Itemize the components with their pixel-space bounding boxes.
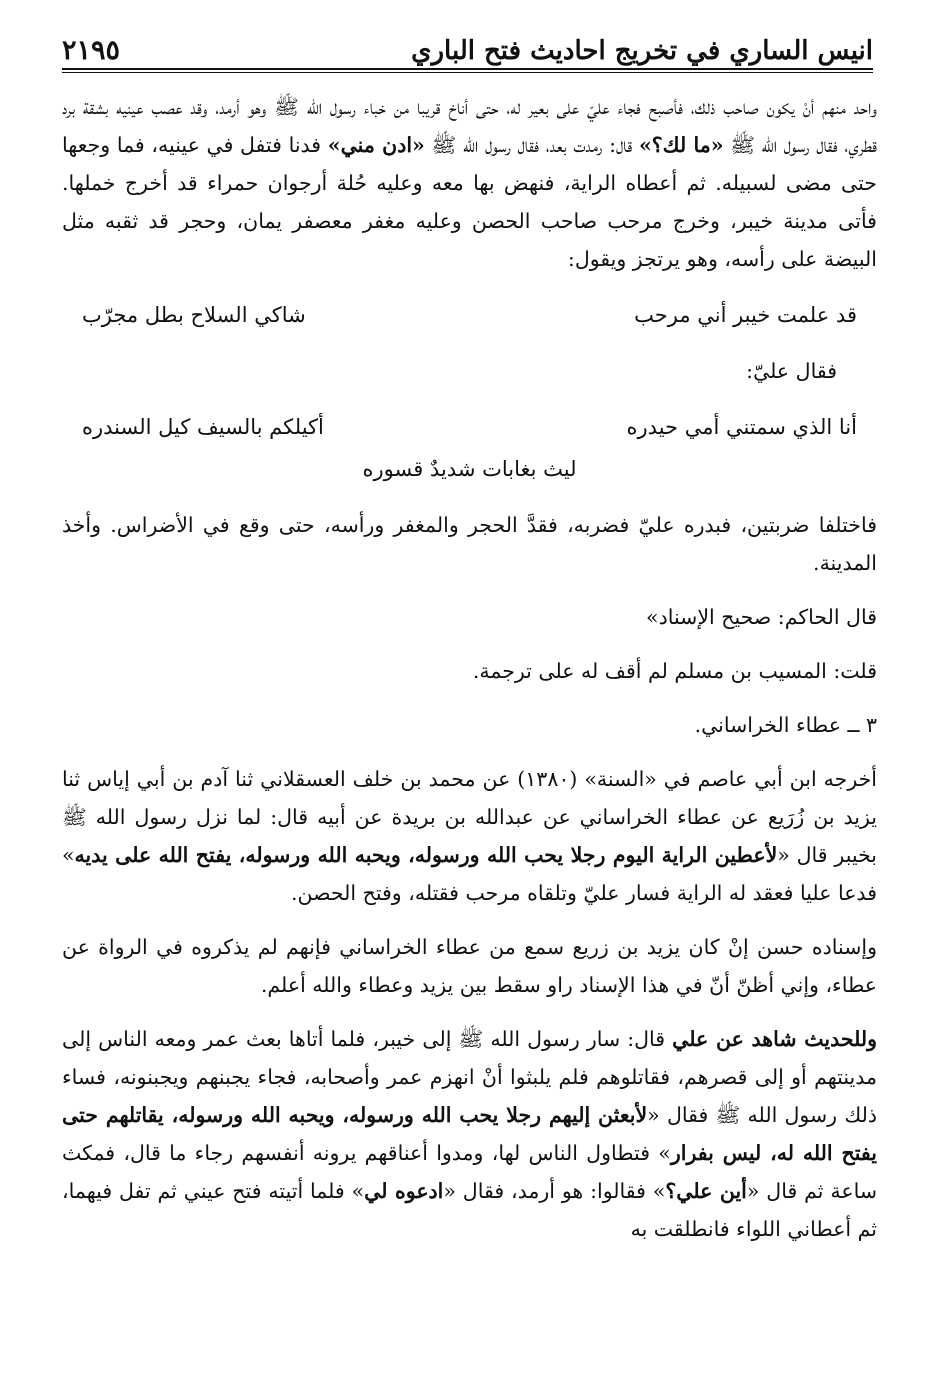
paragraph-duel: فاختلفا ضربتين، فبدره عليّ فضربه، فقدَّ الحجر والمغفر ورأسه، حتى وقع في الأضراس. وأخذ المدينة. bbox=[62, 513, 877, 575]
bold-quote: ادعوه لي bbox=[364, 1179, 444, 1203]
body-text bbox=[62, 88, 877, 1248]
ali-said-line: فقال عليّ: bbox=[746, 359, 837, 383]
page-number: ٢١٩٥ bbox=[62, 35, 121, 66]
paragraph-shahid: وللحديث شاهد عن علي قال: سار رسول الله ﷺ إلى خيبر، فلما أتاها بعث عمر ومعه الناس إلى مدينتهم أو إلى قصرهم، فقاتلوهم فلم يلبثوا أنْ انهزم عمر وأصحابه، فجاء يجبنهم ويجبنونه، فساء ذلك رسول الله ﷺ فقال «لأبعثن إليهم رجلا يحب الله ورسوله، ويحبه الله ورسوله، يقاتلهم حتى يفتح الله له، ليس بفرار» فتطاول الناس لها، ومدوا أعناقهم يرونه أنفسهم رجاء ما قال، فمكث ساعة ثم قال «أين علي؟» فقالوا: هو أرمد، فقال «ادعوه لي» فلما أتيته فتح عيني ثم تفل فيهما، ثم أعطاني اللواء فانطلقت به bbox=[62, 1027, 878, 1241]
poem-verse-marhab bbox=[62, 294, 877, 336]
bold-quote: أين علي؟ bbox=[665, 1179, 747, 1203]
paragraph-narration: واحد منهم أنْ يكون صاحب ذلك، فأصبح فجاء عليّ على بعير له، حتى أناخ قريبا من خباء رسول الله ﷺ وهو أرمد، وقد عصب عينيه بشقة برد قطري، فقال رسول الله ﷺ «ما لك؟» قال: رمدت بعد، فقال رسول الله ﷺ «ادن مني» فدنا فتفل في عينيه، فما وجعها حتى مضى لسبيله. ثم أعطاه الراية، فنهض بها معه وعليه حُلة أرجوان حمراء قد أخرج خملها. فأتى مدينة خيبر، وخرج مرحب صاحب الحصن وعليه مغفر معصفر يمان، وحجر قد ثقبه مثل البيضة على رأسه، وهو يرتجز ويقول: bbox=[62, 95, 877, 271]
bold-quote: لأبعثن إليهم رجلا يحب الله ورسوله، ويحبه الله ورسوله، يقاتلهم حتى يفتح الله له، ليس بفرار bbox=[62, 1103, 877, 1165]
poem-verse-ali bbox=[62, 406, 877, 448]
poem-verse-ali-closing bbox=[62, 448, 877, 490]
bold-quote: «ما لك؟» bbox=[638, 133, 724, 157]
verse-hemistich: ليث بغابات شديدٌ قسوره bbox=[362, 457, 577, 481]
verse-second-hemistich: شاكي السلاح بطل مجرّب bbox=[82, 303, 306, 327]
verse-first-hemistich: أنا الذي سمتني أمي حيدره bbox=[626, 415, 857, 439]
paragraph-note: قلت: المسيب بن مسلم لم أقف له على ترجمة. bbox=[472, 659, 877, 683]
paragraph-hakim: قال الحاكم: صحيح الإسناد» bbox=[646, 605, 877, 629]
bold-quote: «ادن مني» bbox=[327, 133, 425, 157]
verse-second-hemistich: أكيلكم بالسيف كيل السندره bbox=[82, 415, 324, 439]
page-header bbox=[62, 22, 873, 66]
verse-first-hemistich: قد علمت خيبر أني مرحب bbox=[634, 303, 857, 327]
paragraph-takhrij: أخرجه ابن أبي عاصم في «السنة» (١٣٨٠) عن محمد بن خلف العسقلاني ثنا آدم بن أبي إياس ثنا يزيد بن زُرَيع عن عطاء الخراساني عن عبدالله بن بريدة عن أبيه قال: لما نزل رسول الله ﷺ بخيبر قال «لأعطين الراية اليوم رجلا يحب الله ورسوله، ويحبه الله ورسوله، يفتح الله على يديه» فدعا عليا فعقد له الراية فسار عليّ وتلقاه مرحب فقتله، وفتح الحصن. bbox=[62, 767, 878, 905]
bold-lead: وللحديث شاهد عن علي bbox=[672, 1027, 878, 1051]
bold-quote: لأعطين الراية اليوم رجلا يحب الله ورسوله، ويحبه الله ورسوله، يفتح الله على يديه bbox=[74, 843, 778, 867]
running-title: انيس الساري في تخريج احاديث فتح الباري bbox=[411, 36, 873, 66]
section-heading: ٣ ــ عطاء الخراساني. bbox=[694, 713, 877, 737]
paragraph-isnad: وإسناده حسن إنْ كان يزيد بن زريع سمع من عطاء الخراساني فإنهم لم يذكروه في الرواة عن عطاء، وإني أظنّ أنّ في هذا الإسناد راو سقط بين يزيد وعطاء والله أعلم. bbox=[62, 935, 877, 997]
header-rule bbox=[62, 68, 873, 73]
